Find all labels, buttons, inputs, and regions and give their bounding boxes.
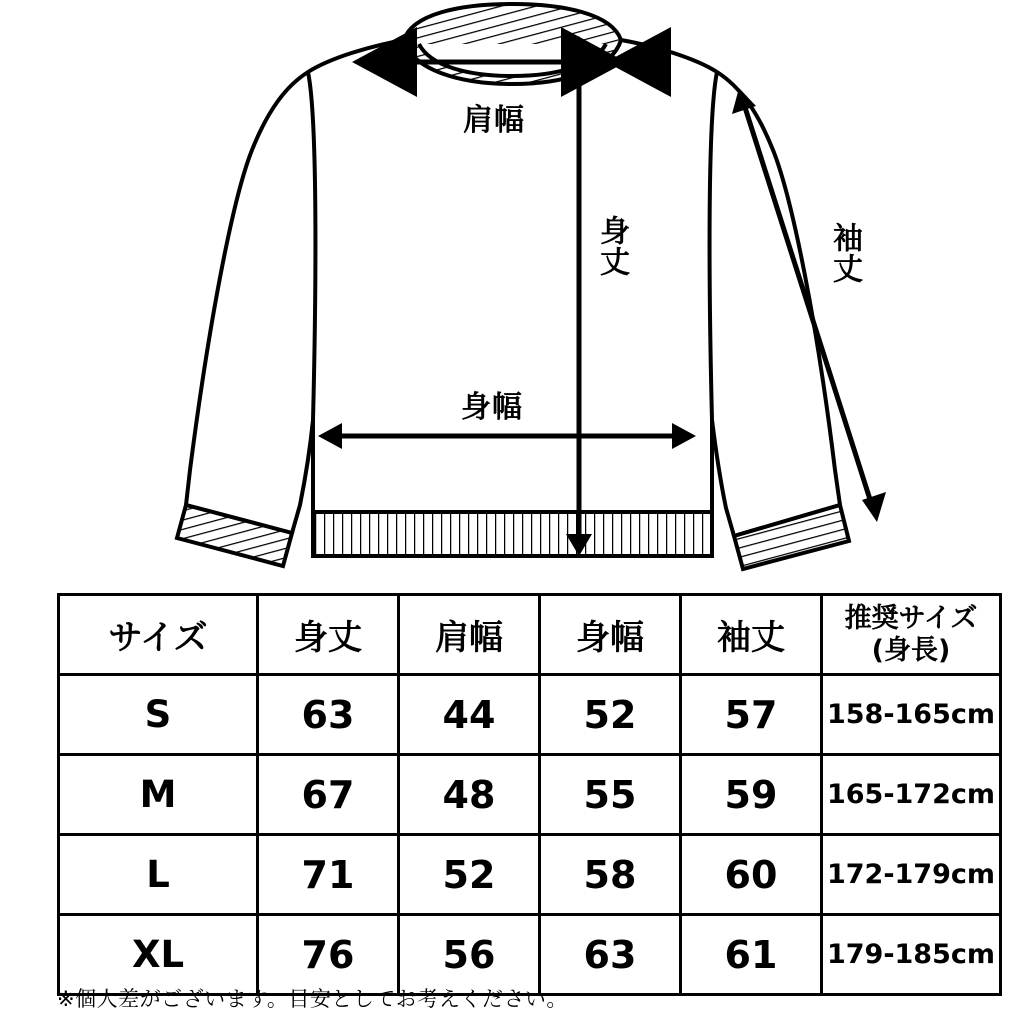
- cell-size: S: [59, 675, 258, 755]
- header-size: サイズ: [59, 595, 258, 675]
- cell-sleeve-length: 57: [681, 675, 822, 755]
- table-row: [59, 835, 1001, 915]
- cell-recommended: 179-185cm: [822, 915, 1001, 995]
- cell-size: L: [59, 835, 258, 915]
- size-table: [57, 593, 1002, 996]
- cell-body-width: 63: [540, 915, 681, 995]
- cell-body-width: 52: [540, 675, 681, 755]
- cell-body-length: 67: [258, 755, 399, 835]
- cell-body-length: 76: [258, 915, 399, 995]
- cell-shoulder-width: 52: [399, 835, 540, 915]
- header-recommended-size: [822, 595, 1001, 675]
- header-body-width: 身幅: [540, 595, 681, 675]
- label-shoulder-width: 肩幅: [463, 103, 525, 138]
- cell-body-width: 55: [540, 755, 681, 835]
- cell-body-width: 58: [540, 835, 681, 915]
- cell-shoulder-width: 44: [399, 675, 540, 755]
- cell-recommended: 158-165cm: [822, 675, 1001, 755]
- cell-size: M: [59, 755, 258, 835]
- table-row: [59, 675, 1001, 755]
- cell-size: XL: [59, 915, 258, 995]
- cell-recommended: 165-172cm: [822, 755, 1001, 835]
- cell-shoulder-width: 48: [399, 755, 540, 835]
- disclaimer-note: ※個人差がございます。目安としてお考えください。: [57, 987, 568, 1011]
- cell-body-length: 71: [258, 835, 399, 915]
- cell-body-length: 63: [258, 675, 399, 755]
- cell-sleeve-length: 60: [681, 835, 822, 915]
- cell-sleeve-length: 61: [681, 915, 822, 995]
- cell-shoulder-width: 56: [399, 915, 540, 995]
- label-body-length: 身丈: [594, 215, 629, 277]
- header-recommended-line2: (身長): [871, 634, 951, 666]
- table-row: [59, 755, 1001, 835]
- cell-sleeve-length: 59: [681, 755, 822, 835]
- label-sleeve-length: 袖丈: [827, 222, 862, 284]
- label-body-width: 身幅: [461, 390, 523, 425]
- header-body-length: 身丈: [258, 595, 399, 675]
- header-shoulder-width: 肩幅: [399, 595, 540, 675]
- size-table-container: [57, 593, 996, 996]
- cell-recommended: 172-179cm: [822, 835, 1001, 915]
- header-sleeve-length: 袖丈: [681, 595, 822, 675]
- header-recommended-line1: 推奨サイズ: [844, 603, 978, 635]
- table-header-row: [59, 595, 1001, 675]
